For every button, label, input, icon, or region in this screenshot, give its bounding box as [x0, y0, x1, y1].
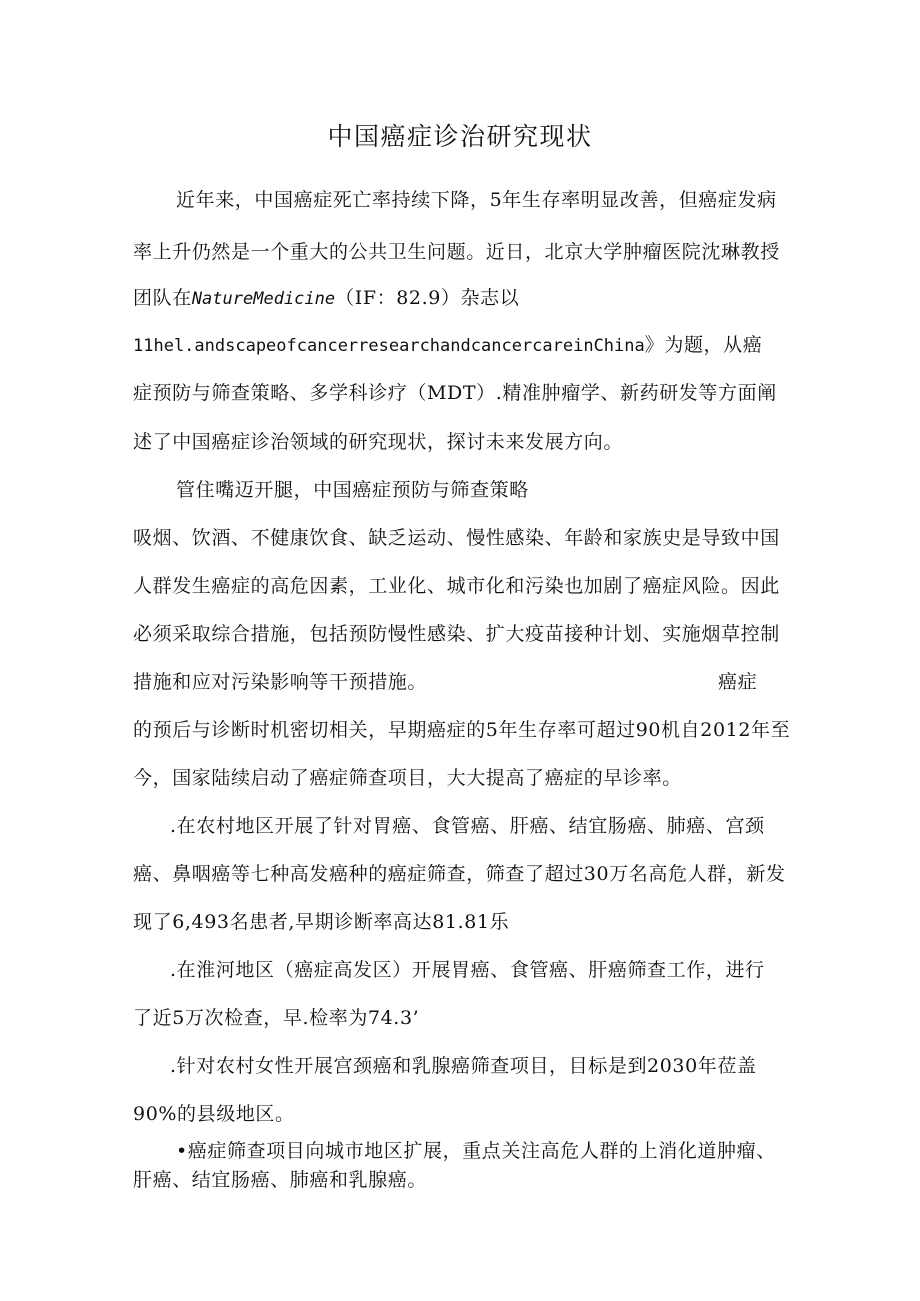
section-paragraph-tail: 癌症	[718, 671, 758, 693]
page-title: 中国癌症诊治研究现状	[327, 122, 593, 151]
intro-line-5: 症预防与筛查策略、多学科诊疗（MDT）.精准肿瘤学、新药研发等方面阐	[133, 382, 777, 404]
bullet-item-line: 了近5万次检查，早.检率为74.3’	[133, 1007, 420, 1029]
section-paragraph-line: 吸烟、饮酒、不健康饮食、缺乏运动、慢性感染、年龄和家族史是导致中国	[133, 527, 780, 549]
intro-line-4	[133, 332, 762, 359]
bullet-item-line: 癌、鼻咽癌等七种高发癌种的癌症筛查，筛查了超过30万名高危人群，新发	[133, 863, 786, 885]
section-paragraph-line: 措施和应对污染影响等干预措施。	[133, 671, 428, 693]
bullet-item-line: 90%的县级地区。	[133, 1103, 295, 1125]
intro-line-3	[133, 285, 519, 312]
section-paragraph-line: 今，国家陆续启动了癌症筛查项目，大大提高了癌症的早诊率。	[133, 767, 682, 789]
bullet-item-line: 肝癌、结宜肠癌、肺癌和乳腺癌。	[133, 1169, 428, 1191]
intro-line-2: 率上升仍然是一个重大的公共卫生问题。近日，北京大学肿瘤医院沈琳教授	[133, 241, 780, 263]
section-heading: 管住嘴迈开腿，中国癌症预防与筛查策略	[176, 479, 529, 501]
intro-line-4-end: 》为题，从癌	[644, 334, 763, 356]
article-title-english: 11hel.andscapeofcancerresearchandcancercareinChina	[133, 336, 645, 356]
bullet-item-line: •癌症筛查项目向城市地区扩展，重点关注高危人群的上消化道肿瘤、	[176, 1140, 776, 1162]
bullet-item-line: .在淮河地区（癌症高发区）开展胃癌、食管癌、肝癌筛查工作，进行	[170, 959, 765, 981]
section-paragraph-line: 的预后与诊断时机密切相关，早期癌症的5年生存率可超过90机自2012年至	[133, 719, 791, 741]
section-paragraph-line: 必须采取综合措施，包括预防慢性感染、扩大疫苗接种计划、实施烟草控制	[133, 623, 780, 645]
bullet-item-line: 现了6,493名患者,早期诊断率高达81.81乐	[133, 911, 510, 933]
journal-name: NatureMedicine	[191, 289, 336, 309]
intro-line-3-end: （IF：82.9）杂志以	[335, 287, 520, 309]
intro-line-1: 近年来，中国癌症死亡率持续下降，5年生存率明显改善，但癌症发病	[176, 189, 777, 211]
intro-line-3-start: 团队在	[133, 287, 192, 309]
bullet-item-line: .在农村地区开展了针对胃癌、食管癌、肝癌、结宜肠癌、肺癌、宫颈	[170, 815, 765, 837]
intro-line-6: 述了中国癌症诊治领域的研究现状，探讨未来发展方向。	[133, 431, 624, 453]
bullet-item-line: .针对农村女性开展宫颈癌和乳腺癌筛查项目，目标是到2030年莅盖	[170, 1055, 757, 1077]
section-paragraph-line: 人群发生癌症的高危因素，工业化、城市化和污染也加剧了癌症风险。因此	[133, 575, 780, 597]
